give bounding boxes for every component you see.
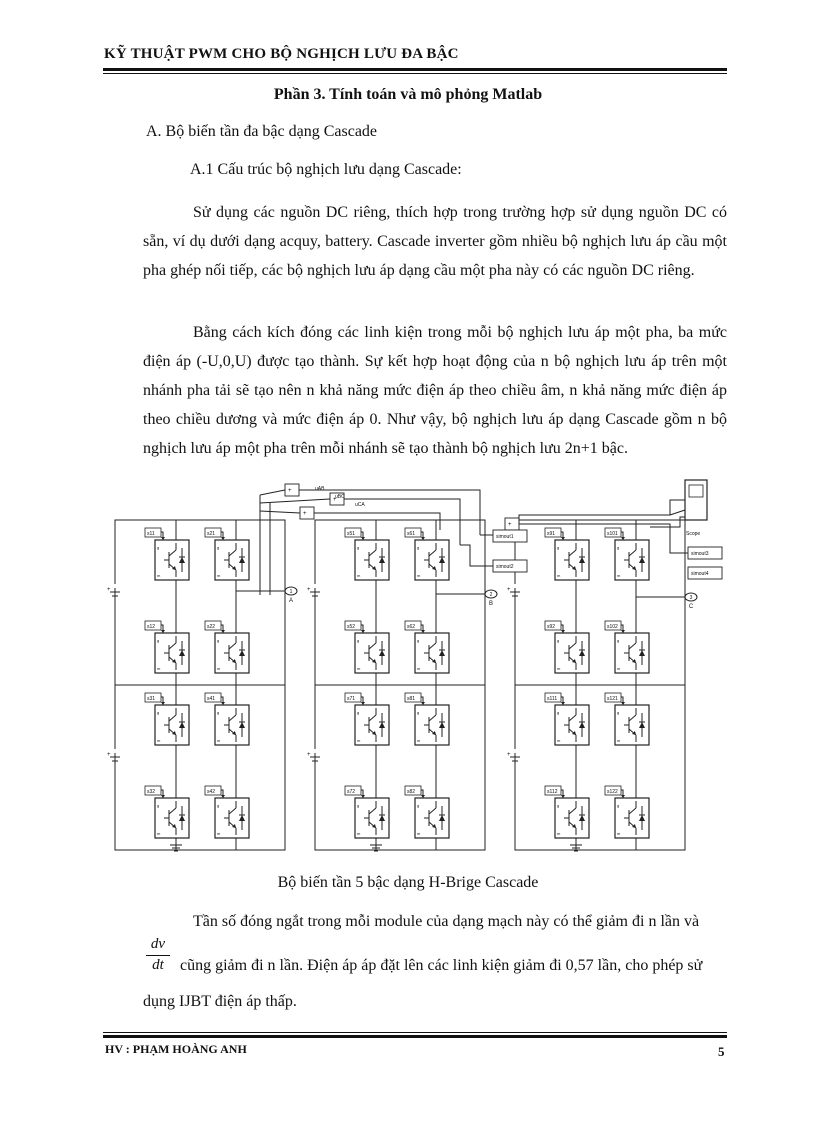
gate-signal-label: s32 <box>147 789 156 795</box>
output-port-number: 1 <box>289 589 293 595</box>
gate-signal-label: s82 <box>407 789 416 795</box>
igbt-pin-g: g <box>157 710 160 715</box>
scope-wire <box>650 517 685 527</box>
igbt-pin-g: g <box>417 638 420 643</box>
simout-label: simout4 <box>691 571 709 577</box>
gate-signal-label: s71 <box>347 696 356 702</box>
igbt-pin-g: g <box>417 710 420 715</box>
igbt-pin-g: g <box>217 710 220 715</box>
igbt-pin-m: m <box>157 738 161 743</box>
dc-source-plus: + <box>507 587 511 593</box>
gate-signal-label: s11 <box>147 531 155 537</box>
gate-signal-label: s22 <box>207 624 216 630</box>
gate-signal-label: s41 <box>207 696 216 702</box>
paragraph-2: Bằng cách kích đóng các linh kiện trong mỗi bộ nghịch lưu áp một pha, ba mức điện áp (-U,0,U) được tạo thành. Sự kết hợp hoạt động của n bộ nghịch lưu áp trên một nhánh pha tải sẽ tạo nên n khả năng mức điện áp theo chiều âm, n khả năng mức điện áp theo chiều dương và mức điện áp 0. Như vậy, bộ nghịch lưu áp dạng Cascade gồm n bộ nghịch lưu áp một pha trên mỗi nhánh sẽ tạo thành bộ nghịch lưu 2n+1 bậc. <box>143 324 727 457</box>
igbt-pin-m: m <box>417 831 421 836</box>
measure-wire <box>314 513 440 530</box>
gate-signal-label: s52 <box>347 624 356 630</box>
gate-signal-label: s121 <box>607 696 618 702</box>
module-frame <box>515 520 685 685</box>
header-title: KỸ THUẬT PWM CHO BỘ NGHỊCH LƯU ĐA BẬC <box>104 46 459 62</box>
igbt-pin-m: m <box>357 573 361 578</box>
dc-source-plus: + <box>107 587 111 593</box>
igbt-pin-m: m <box>217 738 221 743</box>
igbt-pin-m: m <box>557 573 561 578</box>
igbt-pin-m: m <box>617 573 621 578</box>
output-port-number: 2 <box>489 592 493 598</box>
measure-wire <box>519 524 688 553</box>
gate-signal-label: s112 <box>547 789 558 795</box>
fraction-numerator: dv <box>150 936 166 952</box>
igbt-pin-g: g <box>157 638 160 643</box>
module-frame <box>315 685 485 850</box>
header-rule-thick <box>103 68 727 71</box>
igbt-pin-m: m <box>357 738 361 743</box>
voltage-measurement-sign: + <box>333 497 337 503</box>
igbt-pin-g: g <box>157 545 160 550</box>
dc-source-gap <box>114 584 116 588</box>
gate-signal-label: s42 <box>207 789 216 795</box>
scope-wire <box>670 510 685 515</box>
igbt-pin-g: g <box>557 803 560 808</box>
cascade-inverter-diagram <box>107 475 710 860</box>
footer-author: HV : PHẠM HOÀNG ANH <box>105 1042 247 1056</box>
dv-dt-fraction <box>143 936 173 975</box>
dc-source-plus: + <box>107 752 111 758</box>
igbt-pin-m: m <box>157 666 161 671</box>
dc-source-gap <box>514 584 516 588</box>
paragraph-1: Sử dụng các nguồn DC riêng, thích hợp trong trường hợp sử dụng nguồn DC có sẵn, ví dụ dưới dạng acquy, battery. Cascade inverter gồm nhiều bộ nghịch lưu áp cầu một pha ghép nối tiếp, các bộ nghịch lưu áp dạng cầu một pha này có các nguồn DC riêng. <box>143 204 727 279</box>
igbt-pin-g: g <box>417 803 420 808</box>
footer-rule-thin <box>103 1032 727 1033</box>
gate-signal-label: s31 <box>147 696 156 702</box>
output-port-name: C <box>688 604 694 610</box>
measure-wire <box>260 490 285 495</box>
dc-source-gap <box>314 584 316 588</box>
voltage-measurement-sign: + <box>303 511 307 517</box>
igbt-pin-m: m <box>217 666 221 671</box>
subheading-a: A. Bộ biến tần đa bậc dạng Cascade <box>146 123 378 140</box>
gate-signal-label: s92 <box>547 624 556 630</box>
igbt-pin-g: g <box>217 545 220 550</box>
voltage-label: uAB <box>315 486 325 492</box>
gate-signal-label: s122 <box>607 789 618 795</box>
voltage-label: uCA <box>355 502 365 508</box>
paragraph-4: cũng giảm đi n lần. Điện áp áp đặt lên các linh kiện giảm đi 0,57 lần, cho phép sử <box>180 957 703 974</box>
igbt-pin-m: m <box>157 573 161 578</box>
igbt-pin-m: m <box>417 738 421 743</box>
igbt-pin-m: m <box>557 738 561 743</box>
igbt-pin-m: m <box>357 831 361 836</box>
gate-signal-label: s81 <box>407 696 416 702</box>
igbt-pin-m: m <box>617 738 621 743</box>
gate-signal-label: s12 <box>147 624 156 630</box>
dc-source-gap <box>314 749 316 753</box>
gate-signal-label: s102 <box>607 624 618 630</box>
igbt-pin-m: m <box>217 573 221 578</box>
paragraph-3: Tần số đóng ngắt trong mỗi module của dạng mạch này có thể giảm đi n lần và <box>193 913 700 930</box>
igbt-pin-g: g <box>617 803 620 808</box>
dc-source-plus: + <box>307 587 311 593</box>
output-port-name: A <box>288 598 294 604</box>
simout-label: simout2 <box>496 564 514 570</box>
gate-signal-label: s101 <box>607 531 618 537</box>
igbt-pin-g: g <box>557 638 560 643</box>
measure-wire <box>260 511 300 513</box>
igbt-pin-m: m <box>557 831 561 836</box>
igbt-pin-g: g <box>217 803 220 808</box>
gate-signal-label: s61 <box>407 531 416 537</box>
subheading-a1: A.1 Cấu trúc bộ nghịch lưu dạng Cascade: <box>190 161 462 178</box>
paragraph-5: dụng IJBT điện áp thấp. <box>143 993 297 1010</box>
scope-label: Scope <box>686 531 701 537</box>
fraction-denominator: dt <box>152 957 164 973</box>
figure-caption: Bộ biến tần 5 bậc dạng H-Brige Cascade <box>277 874 539 891</box>
gate-signal-label: s72 <box>347 789 356 795</box>
igbt-pin-g: g <box>157 803 160 808</box>
measure-wire <box>260 499 330 503</box>
igbt-pin-g: g <box>617 545 620 550</box>
dc-source-plus: + <box>307 752 311 758</box>
igbt-pin-g: g <box>617 710 620 715</box>
voltage-measurement-sign: + <box>508 522 512 528</box>
gate-signal-label: s91 <box>547 531 556 537</box>
igbt-pin-m: m <box>617 831 621 836</box>
gate-signal-label: s21 <box>207 531 216 537</box>
dc-source-plus: + <box>507 752 511 758</box>
footer-rule-thick <box>103 1035 727 1038</box>
igbt-pin-m: m <box>417 666 421 671</box>
simout-label: simout3 <box>691 551 709 557</box>
igbt-pin-g: g <box>357 803 360 808</box>
igbt-pin-g: g <box>217 638 220 643</box>
igbt-pin-m: m <box>557 666 561 671</box>
gate-signal-label: s51 <box>347 531 356 537</box>
voltage-measurement-sign: + <box>288 488 292 494</box>
igbt-pin-m: m <box>417 573 421 578</box>
gate-signal-label: s62 <box>407 624 416 630</box>
output-port-name: B <box>488 601 494 607</box>
igbt-pin-g: g <box>557 545 560 550</box>
igbt-pin-m: m <box>357 666 361 671</box>
igbt-pin-g: g <box>617 638 620 643</box>
igbt-pin-g: g <box>357 545 360 550</box>
output-port-number: 3 <box>689 595 693 601</box>
measure-wire <box>460 545 493 566</box>
igbt-pin-g: g <box>557 710 560 715</box>
igbt-pin-g: g <box>417 545 420 550</box>
page-number: 5 <box>718 1044 725 1059</box>
igbt-pin-m: m <box>157 831 161 836</box>
igbt-pin-m: m <box>217 831 221 836</box>
voltage-label: uBC <box>335 494 345 500</box>
module-frame <box>515 685 685 850</box>
scope-wire <box>519 500 685 515</box>
module-frame <box>115 685 285 850</box>
igbt-pin-g: g <box>357 638 360 643</box>
scope-screen <box>689 485 703 497</box>
igbt-pin-g: g <box>357 710 360 715</box>
header-rule-thin <box>103 73 727 74</box>
fraction-bar <box>146 955 170 956</box>
igbt-pin-m: m <box>617 666 621 671</box>
dc-source-gap <box>514 749 516 753</box>
simout-label: simout1 <box>496 534 514 540</box>
gate-signal-label: s111 <box>547 696 558 702</box>
section-title: Phần 3. Tính toán và mô phỏng Matlab <box>273 86 543 103</box>
dc-source-gap <box>114 749 116 753</box>
